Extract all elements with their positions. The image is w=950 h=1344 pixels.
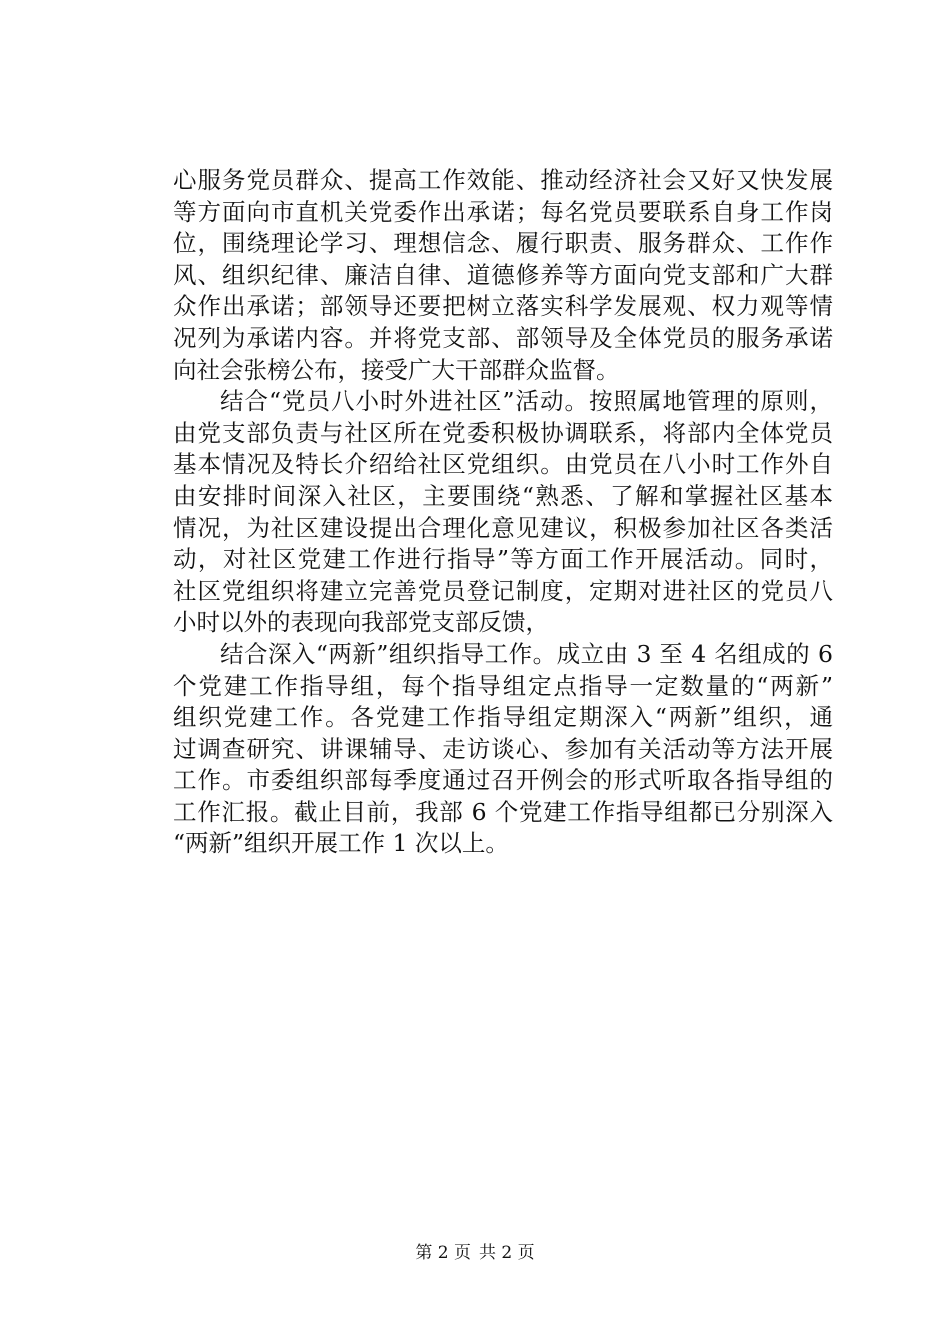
text-line: 况列为承诺内容。并将党支部、部领导及全体党员的服务承诺 (173, 323, 833, 352)
text-line: 组织党建工作。各党建工作指导组定期深入“两新”组织，通 (173, 703, 833, 732)
document-body (173, 165, 833, 860)
text-line: 众作出承诺；部领导还要把树立落实科学发展观、权力观等情 (173, 292, 833, 321)
text-line: 个党建工作指导组，每个指导组定点指导一定数量的“两新” (173, 671, 833, 700)
page-footer (0, 1242, 950, 1264)
text-line: 社区党组织将建立完善党员登记制度，定期对进社区的党员八 (173, 576, 833, 605)
text-line: 等方面向市直机关党委作出承诺；每名党员要联系自身工作岗 (173, 197, 833, 226)
text-line: 过调查研究、讲课辅导、走访谈心、参加有关活动等方法开展 (173, 734, 833, 763)
text-line: 动，对社区党建工作进行指导”等方面工作开展活动。同时， (173, 545, 833, 574)
text-line: 风、组织纪律、廉洁自律、道德修养等方面向党支部和广大群 (173, 260, 833, 289)
paragraph-start-line: 结合深入“两新”组织指导工作。成立由 3 至 4 名组成的 6 (220, 639, 833, 668)
text-line: 基本情况及特长介绍给社区党组织。由党员在八小时工作外自 (173, 450, 833, 479)
text-line: 情况，为社区建设提出合理化意见建议，积极参加社区各类活 (173, 513, 833, 542)
text-line: 由党支部负责与社区所在党委积极协调联系，将部内全体党员 (173, 418, 833, 447)
text-line: 由安排时间深入社区，主要围绕“熟悉、了解和掌握社区基本 (173, 481, 833, 510)
text-line: 位，围绕理论学习、理想信念、履行职责、服务群众、工作作 (173, 229, 833, 258)
paragraph-start-line: 结合“党员八小时外进社区”活动。按照属地管理的原则， (220, 387, 833, 416)
text-line: 小时以外的表现向我部党支部反馈， (173, 608, 549, 637)
text-line: 向社会张榜公布，接受广大干部群众监督。 (173, 355, 620, 384)
text-line: 工作。市委组织部每季度通过召开例会的形式听取各指导组的 (173, 766, 833, 795)
text-line: 心服务党员群众、提高工作效能、推动经济社会又好又快发展 (173, 166, 833, 194)
page-number: 第 2 页 (415, 1243, 471, 1263)
text-line: 工作汇报。截止目前，我部 6 个党建工作指导组都已分别深入 (173, 797, 833, 826)
page-total: 共 2 页 (479, 1243, 535, 1263)
text-line: “两新”组织开展工作 1 次以上。 (173, 829, 509, 858)
